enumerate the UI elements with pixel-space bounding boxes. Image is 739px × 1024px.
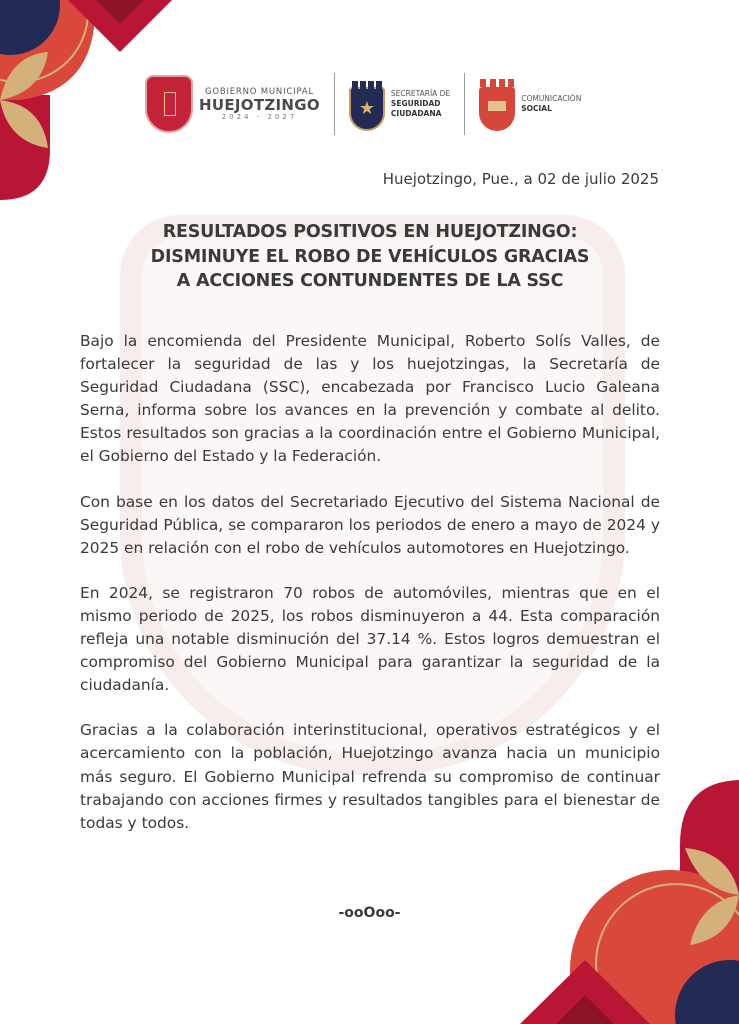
paragraph: Gracias a la colaboración interinstitucional, operativos estratégicos y el acercamiento con la población, Huejotzingo avanza hacia un municipio más seguro. El Gobierno Municipal refrenda su compromiso de continuar trabajando con acciones firmes y resultados tangibles para el bienestar de todas y todos. <box>80 721 660 832</box>
paragraph: En 2024, se registraron 70 robos de automóviles, mientras que en el mismo periodo de 2025, los robos disminuyeron a 44. Esta comparación refleja una notable disminución del 37.14 %. Estos logros demuestran el compromiso del Gobierno Municipal para garantizar la seguridad de la ciudadanía. <box>80 583 660 695</box>
municipal-logo <box>145 75 320 133</box>
tower-icon <box>164 92 176 116</box>
municipal-shield-icon <box>145 75 193 133</box>
crenellation <box>351 81 383 89</box>
municipal-text <box>199 87 320 121</box>
logo-divider <box>464 73 465 135</box>
title-line: A ACCIONES CONTUNDENTES DE LA SSC <box>176 271 564 291</box>
paragraph: Bajo la encomienda del Presidente Municipal, Roberto Solís Valles, de fortalecer la seguridad de las y los huejotzingas, la Secretaría de Seguridad Ciudadana (SSC), encabezada por Francisco Lucio Galeana Serna, informa sobre los avances en la prevención y combate al delito. Estos resultados son gracias a la coordinación entre el Gobierno Municipal, el Gobierno del Estado y la Federación. <box>80 332 660 466</box>
comunicacion-logo <box>479 77 581 131</box>
municipal-name: HUEJOTZINGO <box>199 96 320 114</box>
closing-mark: -ooOoo- <box>338 905 401 921</box>
ssc-line1: SECRETARÍA DE <box>390 89 451 98</box>
flag-icon <box>488 101 506 111</box>
cs-line1: COMUNICACIÓN <box>521 94 582 103</box>
press-release-body <box>80 330 660 857</box>
logo-divider <box>334 73 335 135</box>
flag-shield-icon <box>479 87 515 131</box>
dateline: Huejotzingo, Pue., a 02 de julio 2025 <box>382 170 659 188</box>
ssc-text <box>391 89 450 119</box>
title-line: RESULTADOS POSITIVOS EN HUEJOTZINGO: <box>162 222 578 242</box>
paragraph: Con base en los datos del Secretariado Ejecutivo del Sistema Nacional de Seguridad Pública, se compararon los periodos de enero a mayo de 2024 y 2025 en relación con el robo de vehículos automotores en Huejotzingo. <box>80 492 660 557</box>
star-shield-icon <box>349 87 385 131</box>
cs-text <box>521 94 581 114</box>
press-release-title <box>80 220 660 294</box>
municipal-years: 2024 - 2027 <box>221 113 298 121</box>
crenellation <box>479 79 515 87</box>
ssc-line2: SEGURIDAD <box>390 99 441 108</box>
header-logos <box>145 68 605 140</box>
star-icon: ★ <box>358 98 375 119</box>
ssc-line3: CIUDADANA <box>390 109 442 118</box>
ssc-logo <box>349 77 450 131</box>
title-line: DISMINUYE EL ROBO DE VEHÍCULOS GRACIAS <box>150 246 590 267</box>
municipal-top-line: GOBIERNO MUNICIPAL <box>204 87 314 97</box>
cs-line2: SOCIAL <box>521 104 552 113</box>
